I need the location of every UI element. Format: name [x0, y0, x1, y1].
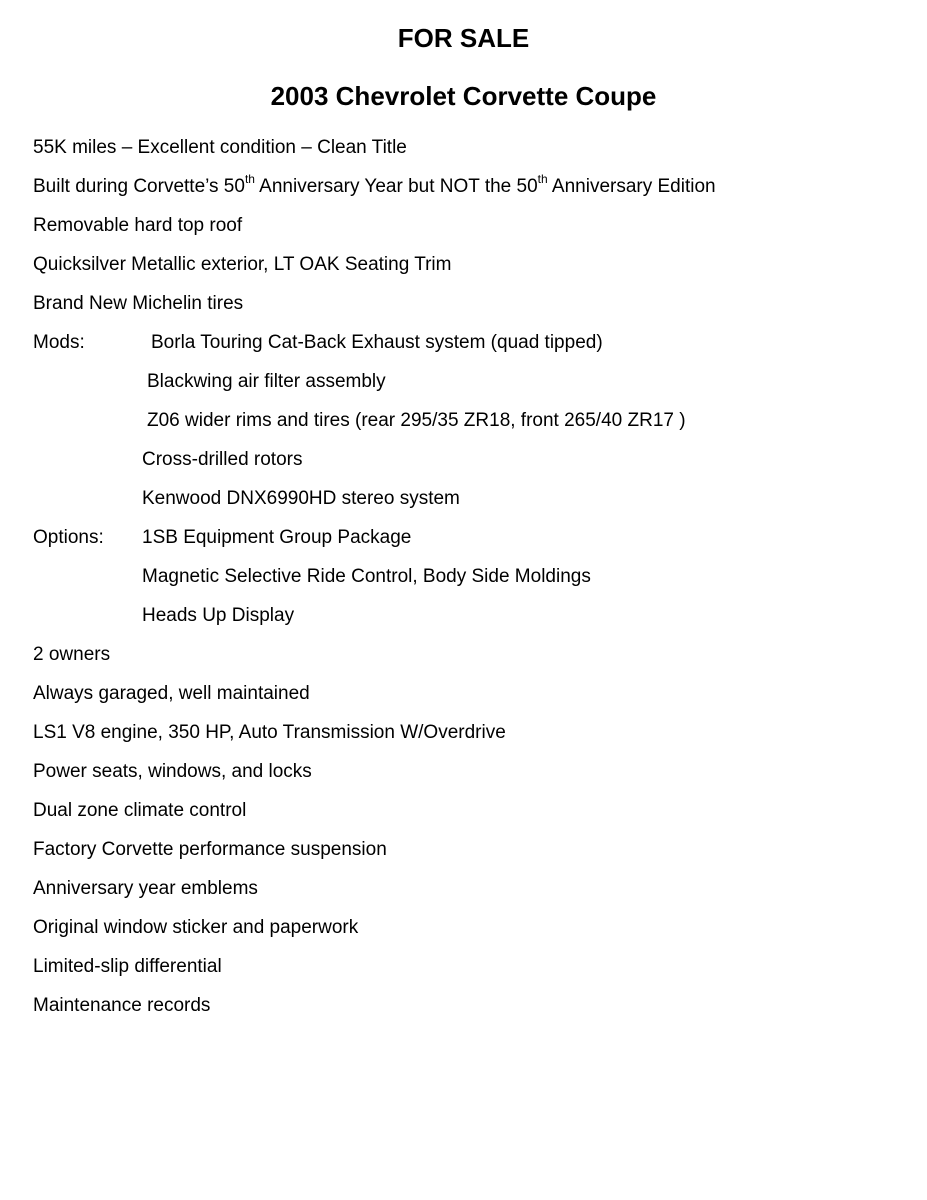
item-owners: 2 owners — [33, 644, 111, 665]
item-built-sup-1: th — [244, 171, 255, 186]
option-item-hud: Heads Up Display — [142, 605, 295, 626]
item-paperwork: Original window sticker and paperwork — [33, 917, 359, 938]
item-tires: Brand New Michelin tires — [33, 293, 244, 314]
mod-item-air-filter: Blackwing air filter assembly — [147, 371, 386, 392]
item-climate: Dual zone climate control — [33, 800, 247, 821]
option-item-package: 1SB Equipment Group Package — [142, 527, 412, 548]
mod-item-exhaust: Borla Touring Cat-Back Exhaust system (quad tipped) — [151, 332, 603, 353]
item-differential: Limited-slip differential — [33, 956, 222, 977]
item-maintenance: Maintenance records — [33, 995, 211, 1016]
item-engine: LS1 V8 engine, 350 HP, Auto Transmission W/Overdrive — [33, 722, 506, 743]
item-built-sup-2: th — [537, 171, 548, 186]
options-label: Options: — [33, 527, 104, 548]
item-built-text-c: Anniversary Edition — [547, 176, 716, 197]
item-built-anniversary — [33, 171, 716, 199]
item-exterior: Quicksilver Metallic exterior, LT OAK Seating Trim — [33, 254, 452, 275]
item-miles: 55K miles – Excellent condition – Clean Title — [33, 137, 407, 158]
heading-vehicle-title: 2003 Chevrolet Corvette Coupe — [270, 81, 657, 111]
mod-item-stereo: Kenwood DNX6990HD stereo system — [142, 488, 460, 509]
mod-item-rims: Z06 wider rims and tires (rear 295/35 ZR18, front 265/40 ZR17 ) — [147, 410, 686, 431]
item-emblems: Anniversary year emblems — [33, 878, 258, 899]
item-built-text-a: Built during Corvette’s 50 — [33, 176, 245, 197]
mods-label: Mods: — [33, 332, 85, 353]
heading-for-sale: FOR SALE — [397, 23, 530, 53]
item-garaged: Always garaged, well maintained — [33, 683, 310, 704]
item-roof: Removable hard top roof — [33, 215, 243, 236]
option-item-ride-control: Magnetic Selective Ride Control, Body Side Moldings — [142, 566, 591, 587]
item-suspension: Factory Corvette performance suspension — [33, 839, 387, 860]
item-power: Power seats, windows, and locks — [33, 761, 312, 782]
mod-item-rotors: Cross-drilled rotors — [142, 449, 303, 470]
item-built-text-b: Anniversary Year but NOT the 50 — [254, 176, 538, 197]
